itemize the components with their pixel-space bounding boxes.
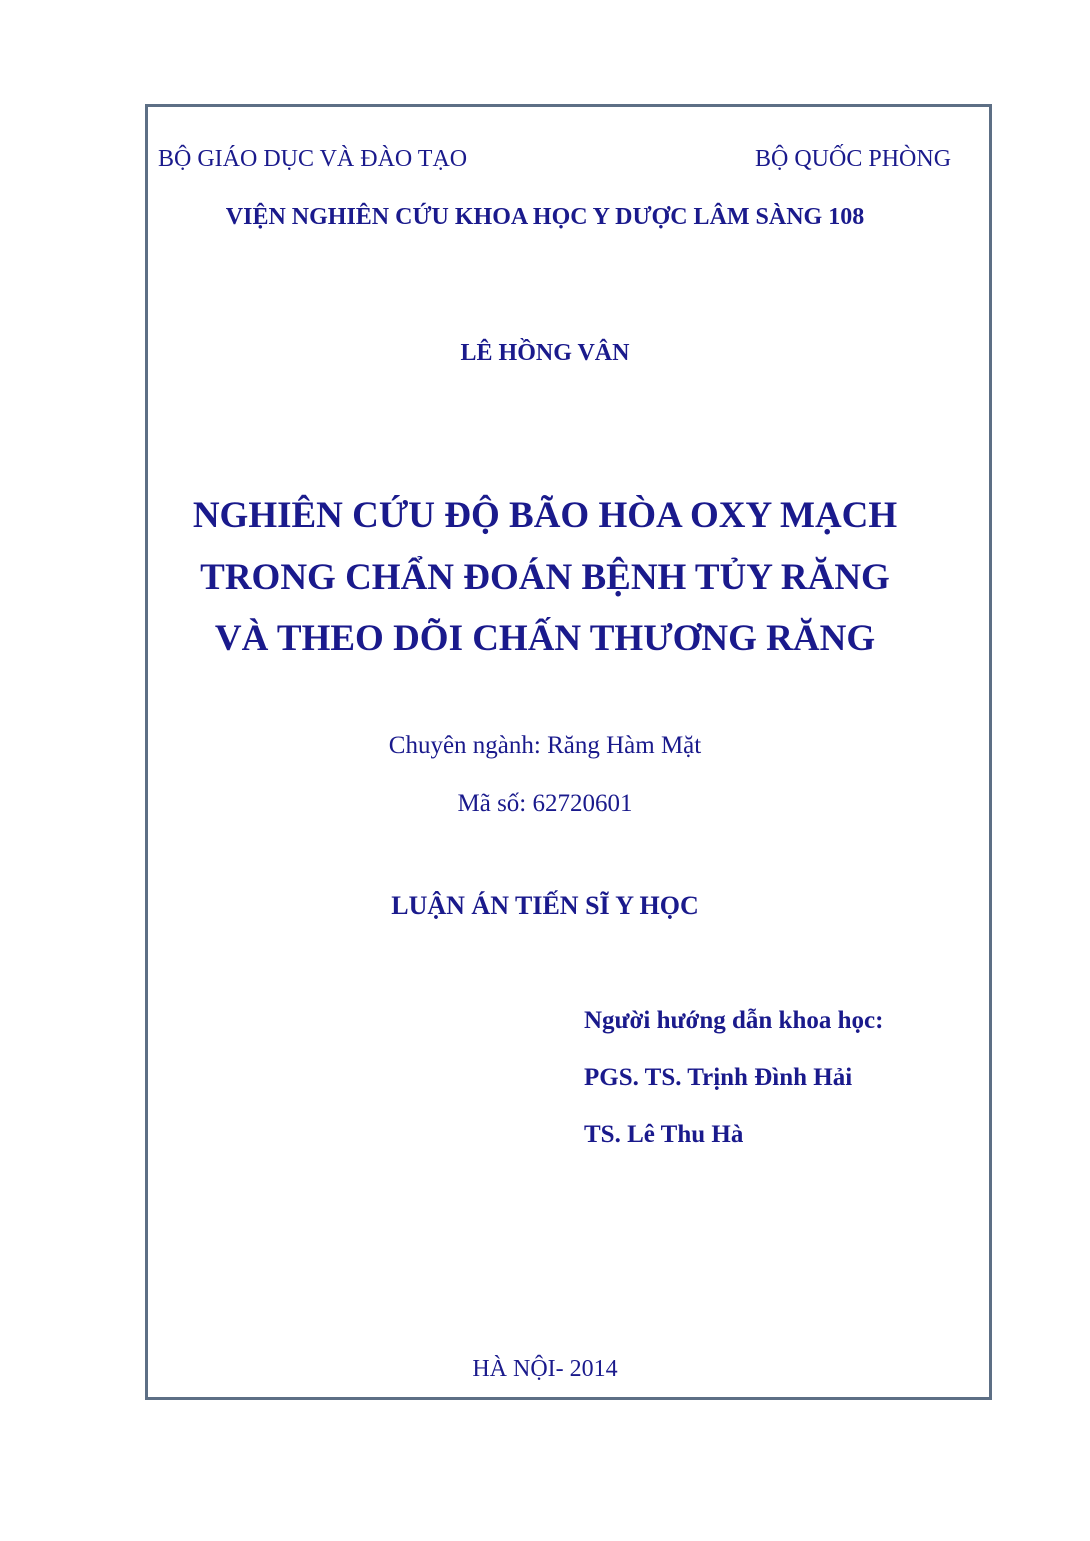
author-name: LÊ HỒNG VÂN — [460, 340, 630, 366]
ministry-defense: BỘ QUỐC PHÒNG — [755, 146, 952, 172]
thesis-title-line-1: NGHIÊN CỨU ĐỘ BÃO HÒA OXY MẠCH — [192, 495, 898, 536]
advisor-name: TS. Lê Thu Hà — [584, 1121, 744, 1148]
advisor-name: PGS. TS. Trịnh Đình Hải — [584, 1064, 853, 1091]
ministry-education: BỘ GIÁO DỤC VÀ ĐÀO TẠO — [158, 146, 468, 172]
thesis-title-line-2: TRONG CHẨN ĐOÁN BỆNH TỦY RĂNG — [200, 557, 890, 598]
specialty: Chuyên ngành: Răng Hàm Mặt — [388, 732, 702, 759]
institute-name: VIỆN NGHIÊN CỨU KHOA HỌC Y DƯỢC LÂM SÀNG 108 — [225, 204, 865, 230]
advisors-heading: Người hướng dẫn khoa học: — [584, 1007, 884, 1034]
specialty-code: Mã số: 62720601 — [457, 790, 633, 817]
place-year: HÀ NỘI- 2014 — [472, 1356, 618, 1382]
thesis-title-line-3: VÀ THEO DÕI CHẤN THƯƠNG RĂNG — [214, 618, 876, 659]
degree-title: LUẬN ÁN TIẾN SĨ Y HỌC — [391, 891, 699, 920]
